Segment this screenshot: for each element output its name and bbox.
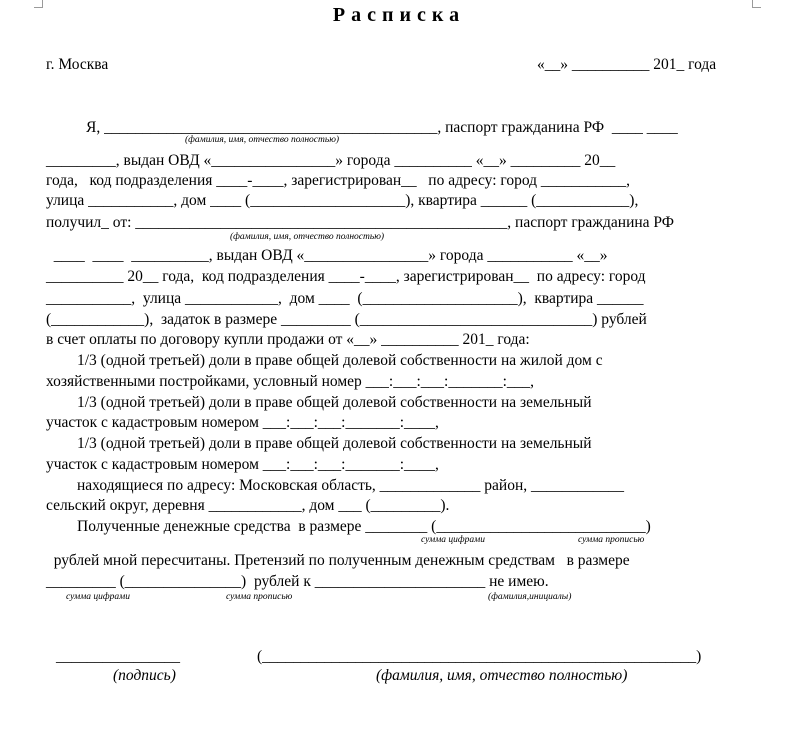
caption-sum-words-1: сумма прописью <box>578 535 645 545</box>
line-3: года, код подразделения ____-____, зарегистрирован__ по адресу: город ___________, <box>46 172 631 189</box>
city-line: г. Москва <box>46 56 109 73</box>
line-20: рублей мной пересчитаны. Претензий по полученным денежным средствам в размере <box>46 552 630 569</box>
line-19: Полученные денежные средства в размере ________ (___________________________) <box>46 518 651 535</box>
full-name-line: (________________________________________________________) <box>257 648 702 665</box>
caption-sum-digits-2: сумма цифрами <box>66 592 130 602</box>
date-line: «__» __________ 201_ года <box>537 56 717 73</box>
line-8: ___________, улица ____________, дом ____ (____________________), квартира ______ <box>46 290 644 307</box>
line-9: (____________), задаток в размере _________ (______________________________) рублей <box>46 311 647 328</box>
line-4: улица ___________, дом ____ (____________________), квартира ______ (____________), <box>46 192 639 209</box>
line-21: _________ (_______________) рублей к ______________________ не имею. <box>46 573 549 590</box>
line-10: в счет оплаты по договору купли продажи от «__» __________ 201_ года: <box>46 331 530 348</box>
line-5: получил_ от: ________________________________________________, паспорт гражданина РФ <box>46 214 675 231</box>
caption-sum-digits-1: сумма цифрами <box>421 535 485 545</box>
signature-line: ________________ <box>56 648 180 665</box>
line-12: хозяйственными постройками, условный номер ___:___:___:_______:___, <box>46 373 535 390</box>
caption-signature: (подпись) <box>113 667 176 684</box>
document-title: Расписка <box>332 4 466 26</box>
line-7: __________ 20__ года, код подразделения ____-____, зарегистрирован__ по адресу: город <box>46 268 646 285</box>
line-16: участок с кадастровым номером ___:___:___:_______:____, <box>46 456 439 473</box>
caption-full-name-2: (фамилия, имя, отчество полностью) <box>230 232 385 242</box>
line-18: сельский округ, деревня ____________, дом ___ (_________). <box>46 497 450 514</box>
line-2: _________, выдан ОВД «________________» города __________ «__» _________ 20__ <box>46 152 616 169</box>
caption-surname-initials: (фамилия,инициалы) <box>488 592 572 602</box>
caption-full-name-3: (фамилия, имя, отчество полностью) <box>376 667 628 684</box>
line-14: участок с кадастровым номером ___:___:___:_______:____, <box>46 414 439 431</box>
line-1: Я, ___________________________________________, паспорт гражданина РФ ____ ____ <box>86 119 678 136</box>
line-15: 1/3 (одной третьей) доли в праве общей долевой собственности на земельный <box>46 435 592 452</box>
caption-sum-words-2: сумма прописью <box>226 592 293 602</box>
line-6: ____ ____ __________, выдан ОВД «________________» города ___________ «__» <box>46 247 608 264</box>
caption-full-name-1: (фамилия, имя, отчество полностью) <box>185 135 340 145</box>
line-11: 1/3 (одной третьей) доли в праве общей долевой собственности на жилой дом с <box>46 352 603 369</box>
line-13: 1/3 (одной третьей) доли в праве общей долевой собственности на земельный <box>46 394 592 411</box>
line-17: находящиеся по адресу: Московская область, _____________ район, ____________ <box>46 477 625 494</box>
